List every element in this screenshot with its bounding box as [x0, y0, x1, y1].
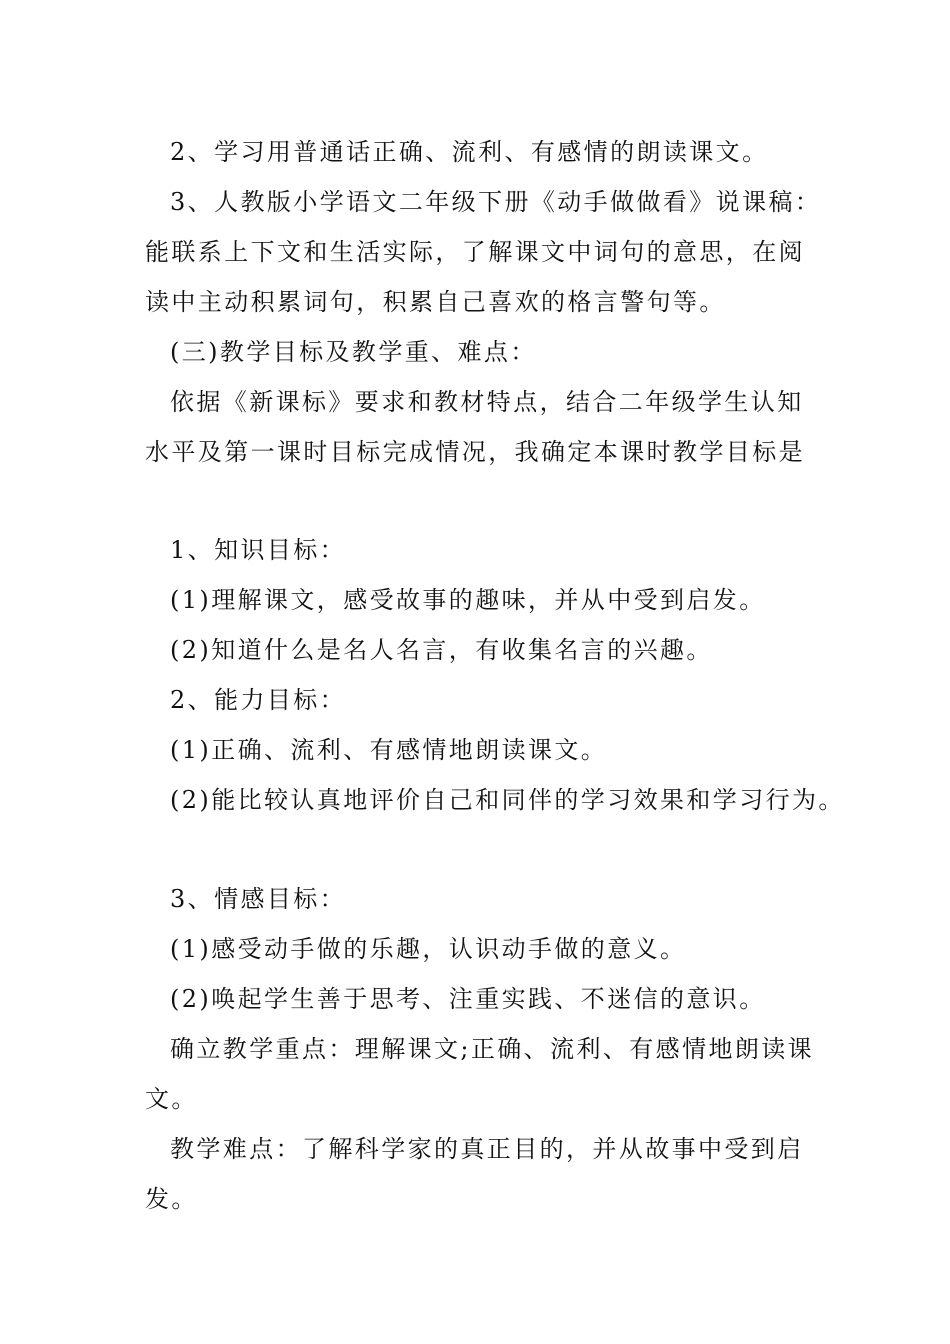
- difficult-point-line-1: 教学难点：了解科学家的真正目的，并从故事中受到启: [170, 1135, 804, 1163]
- ability-goal-item-2: (2)能比较认真地评价自己和同伴的学习效果和学习行为。: [170, 786, 845, 814]
- emotion-goal-heading: 3、情感目标：: [170, 885, 347, 913]
- ability-goal-heading: 2、能力目标：: [170, 686, 347, 714]
- paragraph-line-6: 依据《新课标》要求和教材特点，结合二年级学生认知: [170, 388, 804, 416]
- paragraph-line-3: 能联系上下文和生活实际，了解课文中词句的意思，在阅: [145, 238, 805, 266]
- knowledge-goal-heading: 1、知识目标：: [170, 536, 347, 564]
- knowledge-goal-item-1: (1)理解课文，感受故事的趣味，并从中受到启发。: [170, 586, 766, 614]
- emotion-goal-item-1: (1)感受动手做的乐趣，认识动手做的意义。: [170, 935, 687, 963]
- section-heading: (三)教学目标及教学重、难点：: [170, 338, 537, 366]
- paragraph-line-4: 读中主动积累词句，积累自己喜欢的格言警句等。: [145, 288, 726, 316]
- key-point-line-1: 确立教学重点：理解课文;正确、流利、有感情地朗读课: [170, 1035, 815, 1063]
- key-point-line-2: 文。: [145, 1085, 198, 1113]
- emotion-goal-item-2: (2)唤起学生善于思考、注重实践、不迷信的意识。: [170, 985, 766, 1013]
- ability-goal-item-1: (1)正确、流利、有感情地朗读课文。: [170, 736, 608, 764]
- paragraph-line-1: 2、学习用普通话正确、流利、有感情的朗读课文。: [170, 138, 769, 166]
- paragraph-line-2: 3、人教版小学语文二年级下册《动手做做看》说课稿：: [170, 188, 822, 216]
- difficult-point-line-2: 发。: [145, 1185, 198, 1213]
- knowledge-goal-item-2: (2)知道什么是名人名言，有收集名言的兴趣。: [170, 636, 713, 664]
- paragraph-line-7: 水平及第一课时目标完成情况，我确定本课时教学目标是: [145, 438, 805, 466]
